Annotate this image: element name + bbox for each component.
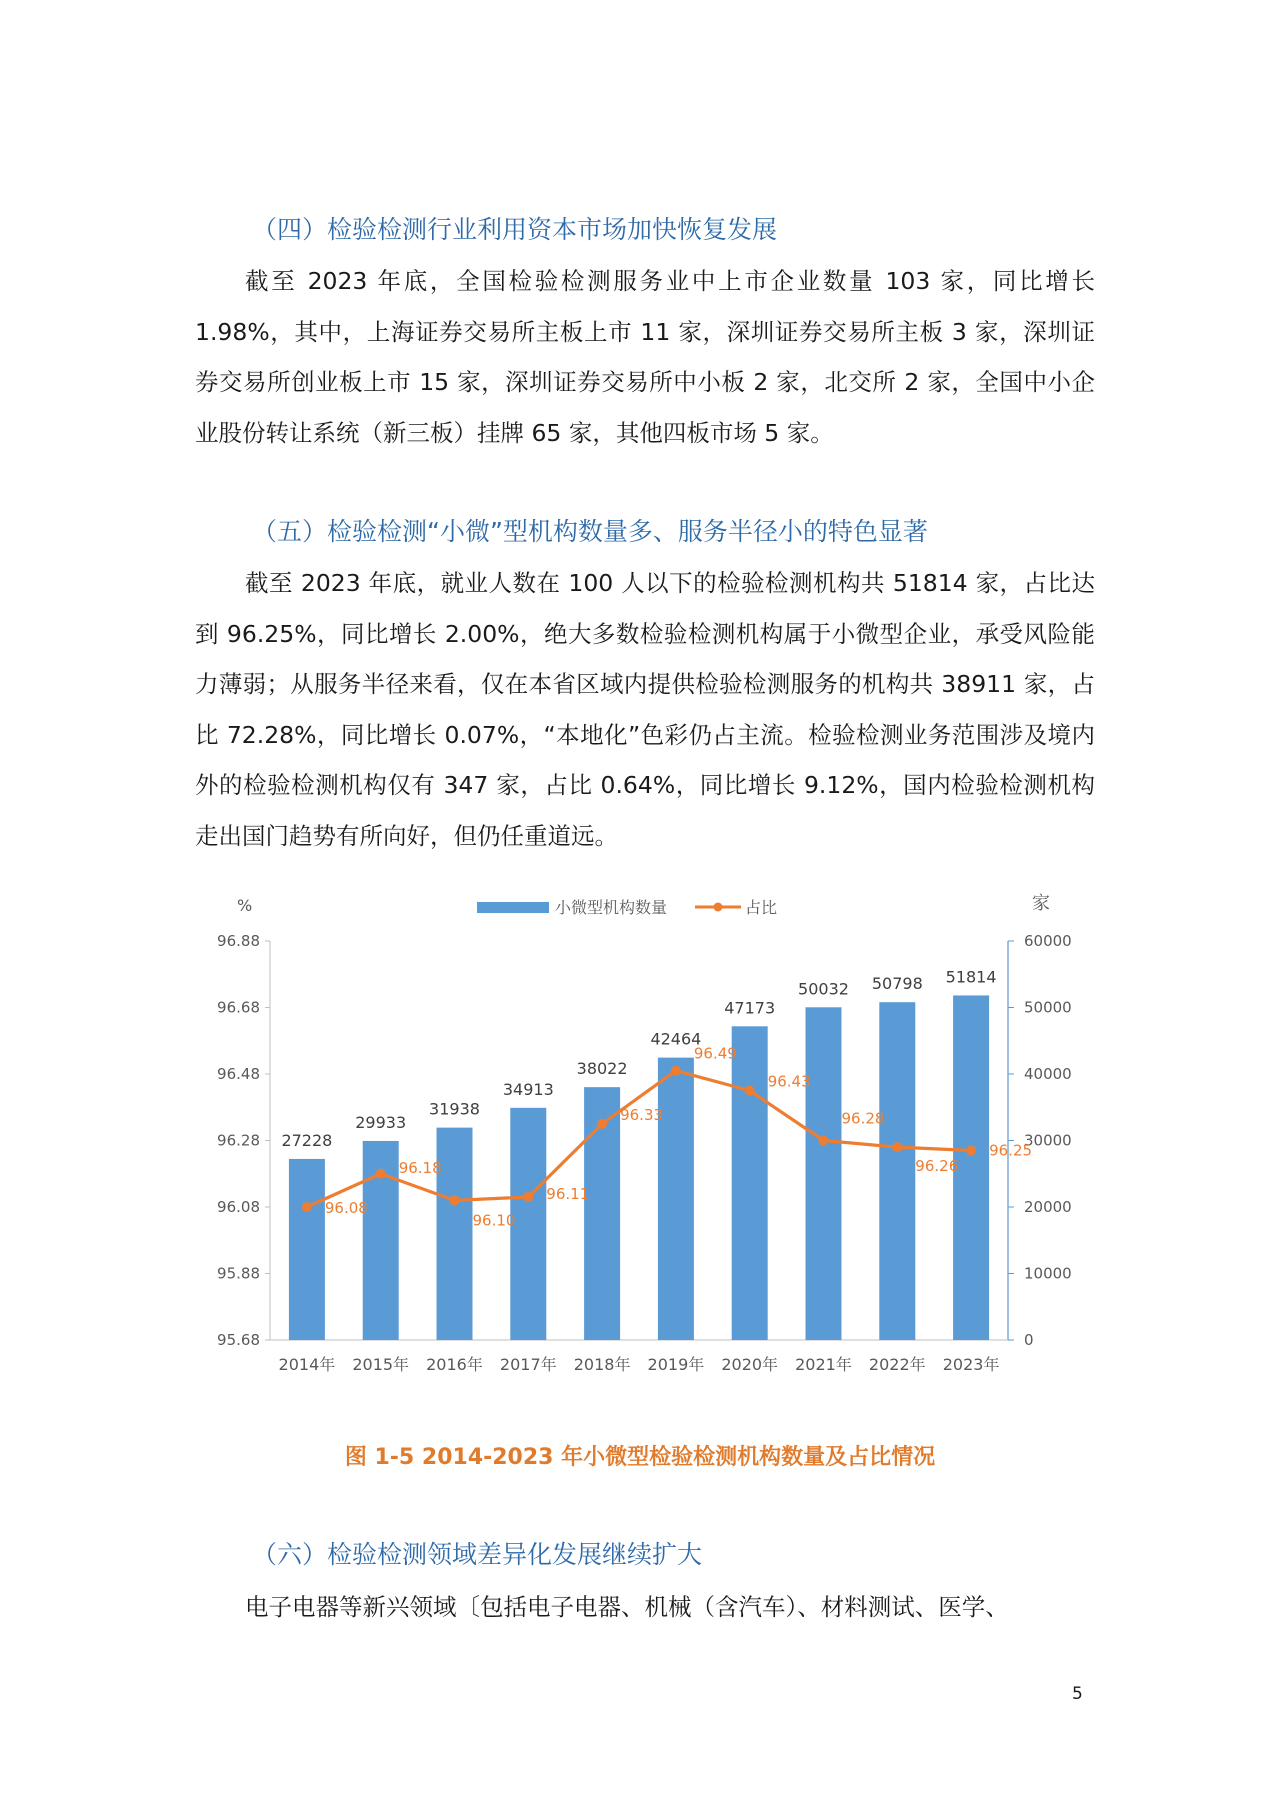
left-axis-tick-label: 96.48 — [217, 1065, 260, 1083]
left-axis-tick-label: 95.88 — [217, 1264, 260, 1283]
bar — [658, 1058, 694, 1340]
section-6-paragraph: 电子电器等新兴领域〔包括电子电器、机械（含汽车）、材料测试、医学、 — [245, 1593, 1009, 1621]
x-axis-tick-label: 2016年 — [426, 1355, 483, 1374]
legend-bar-label: 小微型机构数量 — [555, 898, 668, 917]
line-value-label: 96.10 — [472, 1211, 516, 1230]
bar — [732, 1026, 768, 1340]
line-series — [307, 1071, 971, 1207]
line-value-label: 96.18 — [398, 1158, 442, 1177]
bar-value-label: 29933 — [355, 1112, 407, 1132]
bar-value-label: 50798 — [871, 974, 923, 994]
right-axis-tick-label: 10000 — [1024, 1264, 1072, 1283]
x-axis-tick-label: 2023年 — [942, 1355, 1000, 1374]
x-axis-tick-label: 2022年 — [868, 1355, 926, 1374]
section-6-heading: （六）检验检测领域差异化发展继续扩大 — [252, 1540, 703, 1569]
line-point — [597, 1119, 607, 1129]
legend-bar-swatch — [477, 902, 549, 913]
bar-value-label: 31938 — [429, 1099, 480, 1119]
section-5-paragraph: 截至 2023 年底，就业人数在 100 人以下的检验检测机构共 51814 家，占比达到 96.25%，同比增长 2.00%，绝大多数检验检测机构属于小微型企业，承受风险能力薄弱；从服务半径来看，仅在本省区域内提供检验检测服务的机构共 38911 家，占比 72.28%，同比增长 0.07%，“本地化”色彩仍占主流。检验检测业务范围涉及境内外的检验检测机构仅有 347 家，占比 0.64%，同比增长 9.12%，国内检验检测机构走出国门趋势有所向好，但仍任重道远。 — [195, 569, 1095, 850]
left-axis-tick-label: 95.68 — [217, 1331, 260, 1349]
line-point — [966, 1145, 976, 1155]
line-point — [745, 1086, 755, 1096]
bar-value-label: 27228 — [281, 1130, 333, 1150]
right-axis-tick-label: 60000 — [1024, 932, 1072, 950]
x-axis-tick-label: 2014年 — [278, 1355, 336, 1374]
section-4-paragraph: 截至 2023 年底，全国检验检测服务业中上市企业数量 103 家，同比增长 1.98%，其中，上海证券交易所主板上市 11 家，深圳证券交易所主板 3 家，深圳证券交易所创业板上市 15 家，深圳证券交易所中小板 2 家，北交所 2 家，全国中小企业股份转让系统（新三板）挂牌 65 家，其他四板市场 5 家。 — [195, 267, 1095, 447]
right-axis-tick-label: 20000 — [1024, 1198, 1072, 1216]
section-4-heading: （四）检验检测行业利用资本市场加快恢复发展 — [252, 215, 778, 244]
bar-value-label: 34913 — [502, 1079, 554, 1099]
line-value-label: 96.25 — [989, 1141, 1033, 1160]
bar — [510, 1108, 546, 1340]
institution-count-chart — [185, 880, 1105, 1400]
line-point — [819, 1136, 829, 1146]
left-axis-tick-label: 96.88 — [217, 932, 260, 950]
right-axis-tick-label: 50000 — [1024, 998, 1072, 1017]
x-axis-tick-label: 2019年 — [647, 1355, 705, 1374]
bar-value-label: 38022 — [576, 1059, 628, 1079]
right-axis-tick-label: 30000 — [1024, 1131, 1072, 1150]
x-axis-tick-label: 2021年 — [795, 1355, 852, 1374]
line-value-label: 96.11 — [546, 1185, 590, 1204]
line-point — [523, 1192, 533, 1202]
legend-line-label: 占比 — [745, 898, 778, 917]
bar — [437, 1128, 473, 1340]
x-axis-tick-label: 2018年 — [573, 1355, 631, 1374]
line-value-label: 96.26 — [915, 1157, 959, 1176]
line-value-label: 96.28 — [841, 1109, 885, 1128]
left-axis-tick-label: 96.28 — [217, 1131, 260, 1150]
bar — [879, 1002, 915, 1340]
left-axis-unit: % — [237, 896, 253, 915]
right-axis-tick-label: 0 — [1024, 1331, 1034, 1349]
bar — [289, 1159, 325, 1340]
bar-value-label: 50032 — [798, 979, 849, 999]
bar-value-label: 51814 — [945, 967, 997, 987]
x-axis-tick-label: 2015年 — [352, 1355, 410, 1374]
section-5-heading: （五）检验检测“小微”型机构数量多、服务半径小的特色显著 — [252, 517, 928, 546]
right-axis-tick-label: 40000 — [1024, 1065, 1072, 1083]
x-axis-tick-label: 2017年 — [499, 1355, 557, 1374]
line-value-label: 96.33 — [620, 1105, 664, 1124]
line-point — [892, 1142, 902, 1152]
x-axis-tick-label: 2020年 — [721, 1355, 779, 1374]
legend-line-marker — [714, 903, 723, 912]
left-axis-tick-label: 96.08 — [217, 1198, 260, 1216]
bar-value-label: 42464 — [650, 1029, 702, 1049]
right-axis-unit: 家 — [1032, 893, 1050, 914]
line-point — [376, 1169, 386, 1179]
line-value-label: 96.49 — [693, 1044, 737, 1063]
line-point — [450, 1195, 460, 1205]
bar-value-label: 47173 — [724, 998, 776, 1018]
bar — [806, 1007, 842, 1340]
line-point — [302, 1202, 312, 1212]
line-value-label: 96.43 — [767, 1072, 811, 1091]
figure-caption: 图 1-5 2014-2023 年小微型检验检测机构数量及占比情况 — [344, 1445, 936, 1470]
left-axis-tick-label: 96.68 — [217, 998, 260, 1017]
line-value-label: 96.08 — [324, 1199, 368, 1217]
bar — [953, 995, 989, 1340]
line-point — [671, 1066, 681, 1076]
page-number: 5 — [1072, 1684, 1083, 1704]
